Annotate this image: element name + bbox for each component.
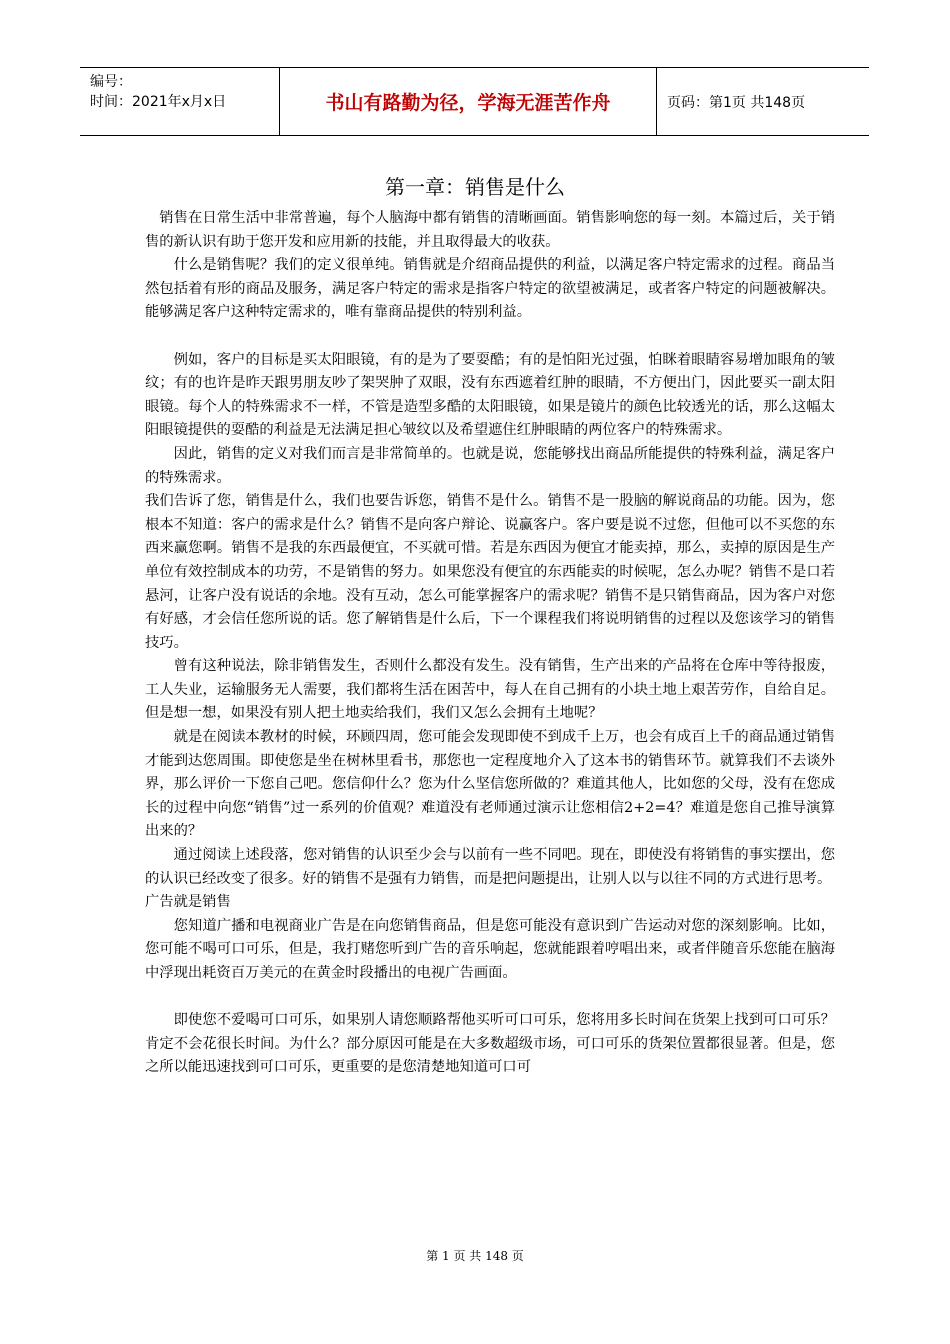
header-page-label: 页码：第1页 共148页 [667, 94, 806, 111]
paragraph: 销售在日常生活中非常普遍，每个人脑海中都有销售的清晰画面。销售影响您的每一刻。本篇过后，关于销售的新认识有助于您开发和应用新的技能，并且取得最大的收获。 [145, 210, 835, 250]
blank-line [145, 986, 835, 1010]
paragraph: 曾有这种说法，除非销售发生，否则什么都没有发生。没有销售，生产出来的产品将在仓库中等待报废，工人失业，运输服务无人需要，我们都将生活在困苦中，每人在自己拥有的小块土地上艰苦劳作，自给自足。但是想一想，如果没有别人把土地卖给我们，我们又怎么会拥有土地呢？ [145, 658, 835, 722]
blank-line [145, 325, 835, 349]
paragraph: 例如，客户的目标是买太阳眼镜，有的是为了要耍酷；有的是怕阳光过强，怕眯着眼睛容易增加眼角的皱纹；有的也许是昨天跟男朋友吵了架哭肿了双眼，没有东西遮着红肿的眼睛，不方便出门，因此要买一副太阳眼镜。每个人的特殊需求不一样，不管是造型多酷的太阳眼镜，如果是镜片的颜色比较透光的话，那么这幅太阳眼镜提供的耍酷的利益是无法满足担心皱纹以及希望遮住红肿眼睛的两位客户的特殊需求。 [145, 351, 835, 439]
chapter-title: 第一章：销售是什么 [385, 175, 565, 199]
paragraph: 什么是销售呢？我们的定义很单纯。销售就是介绍商品提供的利益，以满足客户特定需求的过程。商品当然包括着有形的商品及服务，满足客户特定的需求是指客户特定的欲望被满足，或者客户特定的问题被解决。能够满足客户这种特定需求的，唯有靠商品提供的特别利益。 [145, 257, 835, 321]
paragraph: 您知道广播和电视商业广告是在向您销售商品，但是您可能没有意识到广告运动对您的深刻影响。比如，您可能不喝可口可乐，但是，我打赌您听到广告的音乐响起，您就能跟着哼唱出来，或者伴随音乐您能在脑海中浮现出耗资百万美元的在黄金时段播出的电视广告画面。 [145, 917, 835, 981]
paragraph: 即使您不爱喝可口可乐，如果别人请您顺路帮他买听可口可乐，您将用多长时间在货架上找到可口可乐？肯定不会花很长时间。为什么？部分原因可能是在大多数超级市场，可口可乐的货架位置都很显著。但是，您之所以能迅速找到可口可乐，更重要的是您清楚地知道可口可 [145, 1012, 835, 1076]
header-motto: 书山有路勤为径，学海无涯苦作舟 [280, 68, 657, 135]
header-meta-cell [80, 68, 280, 135]
document-body [145, 207, 835, 1080]
page-footer: 第 1 页 共 148 页 [426, 1249, 524, 1263]
section-heading: 广告就是销售 [145, 894, 231, 911]
paragraph: 我们告诉了您，销售是什么，我们也要告诉您，销售不是什么。销售不是一股脑的解说商品的功能。因为，您根本不知道：客户的需求是什么？销售不是向客户辩论、说赢客户。客户要是说不过您，但他可以不买您的东西来赢您啊。销售不是我的东西最便宜，不买就可惜。若是东西因为便宜才能卖掉，那么，卖掉的原因是生产单位有效控制成本的功劳，不是销售的努力。如果您没有便宜的东西能卖的时候呢，怎么办呢？销售不是口若悬河，让客户没有说话的余地。没有互动，怎么可能掌握客户的需求呢？销售不是只销售商品，因为客户对您有好感，才会信任您所说的话。您了解销售是什么后，下一个课程我们将说明销售的过程以及您该学习的销售技巧。 [145, 493, 835, 651]
header-date-label: 时间：2021年x月x日 [90, 94, 227, 110]
paragraph: 因此，销售的定义对我们而言是非常简单的。也就是说，您能够找出商品所能提供的特殊利益，满足客户的特殊需求。 [145, 445, 835, 486]
paragraph: 就是在阅读本教材的时候，环顾四周，您可能会发现即使不到成千上万，也会有成百上千的商品通过销售才能到达您周围。即使您是坐在树林里看书，那您也一定程度地介入了这本书的销售环节。就算我们不去谈外界，那么评价一下您自己吧。您信仰什么？您为什么坚信您所做的？难道其他人，比如您的父母，没有在您成长的过程中向您“销售”过一系列的价值观？难道没有老师通过演示让您相信2+2=4？难道是您自己推导演算出来的？ [145, 729, 835, 840]
paragraph: 通过阅读上述段落，您对销售的认识至少会与以前有一些不同吧。现在，即使没有将销售的事实摆出，您的认识已经改变了很多。好的销售不是强有力销售，而是把问题提出，让别人以与以往不同的方式进行思考。 [145, 847, 835, 887]
header-number-label: 编号： [90, 74, 132, 90]
page-header-table [80, 67, 869, 136]
